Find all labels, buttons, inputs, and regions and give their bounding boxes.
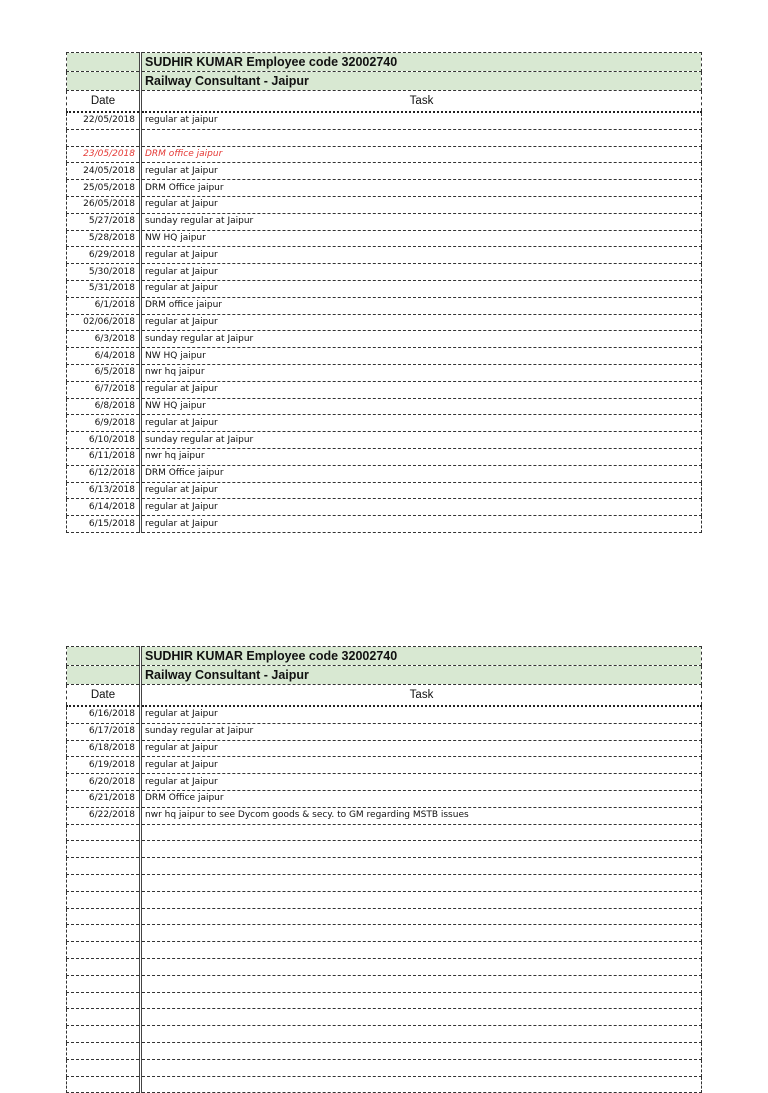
table-row bbox=[67, 958, 702, 975]
table-row bbox=[67, 230, 702, 247]
header-blank-cell bbox=[67, 647, 141, 666]
table-row bbox=[67, 331, 702, 348]
date-cell: 6/3/2018 bbox=[67, 331, 141, 348]
date-cell bbox=[67, 975, 141, 992]
date-cell: 6/8/2018 bbox=[67, 398, 141, 415]
task-cell: sunday regular at Jaipur bbox=[141, 723, 702, 740]
date-column-header: Date bbox=[67, 685, 141, 707]
task-cell: regular at Jaipur bbox=[141, 774, 702, 791]
table-row bbox=[67, 824, 702, 841]
date-cell: 6/10/2018 bbox=[67, 432, 141, 449]
task-cell: NW HQ jaipur bbox=[141, 398, 702, 415]
task-cell bbox=[141, 824, 702, 841]
date-cell: 6/22/2018 bbox=[67, 807, 141, 824]
date-cell bbox=[67, 908, 141, 925]
table-row bbox=[67, 858, 702, 875]
task-cell: DRM Office jaipur bbox=[141, 180, 702, 197]
date-cell: 6/7/2018 bbox=[67, 381, 141, 398]
task-cell: DRM Office jaipur bbox=[141, 790, 702, 807]
date-cell: 6/17/2018 bbox=[67, 723, 141, 740]
table-row bbox=[67, 807, 702, 824]
role-line: Railway Consultant - Jaipur bbox=[141, 666, 702, 685]
task-cell: regular at jaipur bbox=[141, 112, 702, 129]
timesheet-body-1 bbox=[67, 53, 702, 533]
table-row bbox=[67, 348, 702, 365]
date-cell: 6/21/2018 bbox=[67, 790, 141, 807]
task-cell: regular at Jaipur bbox=[141, 264, 702, 281]
task-cell bbox=[141, 925, 702, 942]
task-cell bbox=[141, 958, 702, 975]
date-cell: 6/19/2018 bbox=[67, 757, 141, 774]
table-row bbox=[67, 1059, 702, 1076]
timesheet-table-2 bbox=[66, 646, 702, 1093]
date-cell bbox=[67, 129, 141, 146]
date-cell bbox=[67, 841, 141, 858]
table-row bbox=[67, 706, 702, 723]
task-cell bbox=[141, 975, 702, 992]
table-row bbox=[67, 415, 702, 432]
date-cell bbox=[67, 1026, 141, 1043]
date-cell bbox=[67, 891, 141, 908]
date-cell bbox=[67, 874, 141, 891]
date-cell: 6/12/2018 bbox=[67, 465, 141, 482]
header-row-role bbox=[67, 72, 702, 91]
date-cell: 6/15/2018 bbox=[67, 516, 141, 533]
table-row bbox=[67, 264, 702, 281]
timesheet-body-2 bbox=[67, 647, 702, 1093]
table-row bbox=[67, 516, 702, 533]
date-cell bbox=[67, 1009, 141, 1026]
task-cell: regular at Jaipur bbox=[141, 499, 702, 516]
task-cell: regular at Jaipur bbox=[141, 247, 702, 264]
date-cell: 5/31/2018 bbox=[67, 280, 141, 297]
task-cell: sunday regular at Jaipur bbox=[141, 213, 702, 230]
table-row bbox=[67, 942, 702, 959]
header-row-name bbox=[67, 53, 702, 72]
table-row bbox=[67, 499, 702, 516]
task-cell: NW HQ jaipur bbox=[141, 230, 702, 247]
task-cell bbox=[141, 841, 702, 858]
date-cell: 6/16/2018 bbox=[67, 706, 141, 723]
date-cell: 23/05/2018 bbox=[67, 146, 141, 163]
task-cell: nwr hq jaipur bbox=[141, 448, 702, 465]
date-cell: 6/18/2018 bbox=[67, 740, 141, 757]
table-row bbox=[67, 1026, 702, 1043]
date-cell bbox=[67, 1042, 141, 1059]
table-row bbox=[67, 740, 702, 757]
date-cell bbox=[67, 858, 141, 875]
task-cell bbox=[141, 992, 702, 1009]
task-cell: NW HQ jaipur bbox=[141, 348, 702, 365]
table-row bbox=[67, 723, 702, 740]
table-row bbox=[67, 381, 702, 398]
column-header-row bbox=[67, 91, 702, 113]
task-cell: regular at Jaipur bbox=[141, 314, 702, 331]
table-row bbox=[67, 314, 702, 331]
date-cell bbox=[67, 958, 141, 975]
date-cell bbox=[67, 1059, 141, 1076]
task-cell: regular at Jaipur bbox=[141, 516, 702, 533]
date-cell: 26/05/2018 bbox=[67, 196, 141, 213]
table-row bbox=[67, 1042, 702, 1059]
date-cell: 6/4/2018 bbox=[67, 348, 141, 365]
table-row bbox=[67, 163, 702, 180]
task-cell bbox=[141, 1009, 702, 1026]
task-cell: regular at Jaipur bbox=[141, 706, 702, 723]
task-cell: sunday regular at Jaipur bbox=[141, 331, 702, 348]
task-cell bbox=[141, 908, 702, 925]
table-row bbox=[67, 129, 702, 146]
date-cell: 6/13/2018 bbox=[67, 482, 141, 499]
task-cell: regular at Jaipur bbox=[141, 280, 702, 297]
table-row bbox=[67, 790, 702, 807]
employee-name-line: SUDHIR KUMAR Employee code 32002740 bbox=[141, 53, 702, 72]
date-cell: 6/1/2018 bbox=[67, 297, 141, 314]
task-cell bbox=[141, 891, 702, 908]
table-row bbox=[67, 757, 702, 774]
header-blank-cell bbox=[67, 666, 141, 685]
table-row bbox=[67, 891, 702, 908]
table-row bbox=[67, 1009, 702, 1026]
task-cell: regular at Jaipur bbox=[141, 381, 702, 398]
task-cell: DRM office jaipur bbox=[141, 297, 702, 314]
table-row bbox=[67, 448, 702, 465]
table-row bbox=[67, 774, 702, 791]
date-cell bbox=[67, 942, 141, 959]
task-cell: regular at Jaipur bbox=[141, 482, 702, 499]
task-cell bbox=[141, 1076, 702, 1093]
header-blank-cell bbox=[67, 53, 141, 72]
task-cell bbox=[141, 1026, 702, 1043]
table-row bbox=[67, 1076, 702, 1093]
date-cell: 6/14/2018 bbox=[67, 499, 141, 516]
table-row bbox=[67, 297, 702, 314]
task-column-header: Task bbox=[141, 685, 702, 707]
task-cell bbox=[141, 129, 702, 146]
task-cell bbox=[141, 1042, 702, 1059]
header-row-name bbox=[67, 647, 702, 666]
task-cell bbox=[141, 858, 702, 875]
date-cell bbox=[67, 925, 141, 942]
date-cell: 6/9/2018 bbox=[67, 415, 141, 432]
table-row bbox=[67, 146, 702, 163]
table-row bbox=[67, 180, 702, 197]
date-cell bbox=[67, 824, 141, 841]
table-row bbox=[67, 213, 702, 230]
table-row bbox=[67, 398, 702, 415]
table-row bbox=[67, 196, 702, 213]
date-cell: 6/11/2018 bbox=[67, 448, 141, 465]
date-cell bbox=[67, 992, 141, 1009]
date-cell: 6/5/2018 bbox=[67, 364, 141, 381]
task-cell: nwr hq jaipur to see Dycom goods & secy. to GM regarding MSTB issues bbox=[141, 807, 702, 824]
employee-name-line: SUDHIR KUMAR Employee code 32002740 bbox=[141, 647, 702, 666]
table-row bbox=[67, 874, 702, 891]
timesheet-table-1 bbox=[66, 52, 702, 533]
date-cell bbox=[67, 1076, 141, 1093]
role-line: Railway Consultant - Jaipur bbox=[141, 72, 702, 91]
task-cell bbox=[141, 942, 702, 959]
task-cell: sunday regular at Jaipur bbox=[141, 432, 702, 449]
table-row bbox=[67, 482, 702, 499]
header-blank-cell bbox=[67, 72, 141, 91]
task-cell bbox=[141, 874, 702, 891]
table-row bbox=[67, 975, 702, 992]
table-row bbox=[67, 841, 702, 858]
date-cell: 5/27/2018 bbox=[67, 213, 141, 230]
table-row bbox=[67, 465, 702, 482]
task-cell: nwr hq jaipur bbox=[141, 364, 702, 381]
table-row bbox=[67, 908, 702, 925]
table-row bbox=[67, 992, 702, 1009]
table-row bbox=[67, 247, 702, 264]
task-cell: regular at Jaipur bbox=[141, 740, 702, 757]
task-cell: regular at Jaipur bbox=[141, 757, 702, 774]
task-cell: regular at Jaipur bbox=[141, 415, 702, 432]
date-cell: 6/20/2018 bbox=[67, 774, 141, 791]
header-row-role bbox=[67, 666, 702, 685]
task-cell: regular at Jaipur bbox=[141, 163, 702, 180]
column-header-row bbox=[67, 685, 702, 707]
date-cell: 6/29/2018 bbox=[67, 247, 141, 264]
table-row bbox=[67, 432, 702, 449]
table-row bbox=[67, 112, 702, 129]
date-cell: 24/05/2018 bbox=[67, 163, 141, 180]
table-row bbox=[67, 364, 702, 381]
table-row bbox=[67, 280, 702, 297]
table-row bbox=[67, 925, 702, 942]
task-cell: DRM Office jaipur bbox=[141, 465, 702, 482]
task-column-header: Task bbox=[141, 91, 702, 113]
task-cell: DRM office jaipur bbox=[141, 146, 702, 163]
date-column-header: Date bbox=[67, 91, 141, 113]
date-cell: 5/30/2018 bbox=[67, 264, 141, 281]
task-cell: regular at Jaipur bbox=[141, 196, 702, 213]
date-cell: 5/28/2018 bbox=[67, 230, 141, 247]
date-cell: 25/05/2018 bbox=[67, 180, 141, 197]
task-cell bbox=[141, 1059, 702, 1076]
date-cell: 02/06/2018 bbox=[67, 314, 141, 331]
date-cell: 22/05/2018 bbox=[67, 112, 141, 129]
